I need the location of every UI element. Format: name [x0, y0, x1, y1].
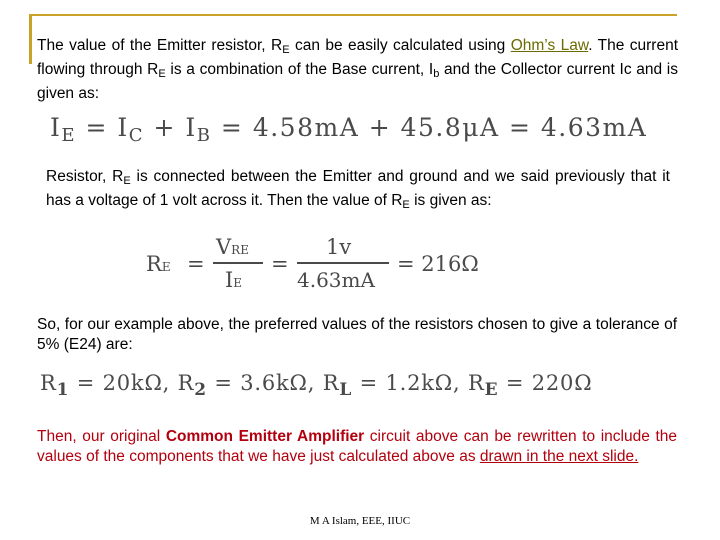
eq-text: R — [146, 252, 162, 276]
eq-text: R — [177, 371, 195, 395]
eq-text: R — [40, 371, 57, 395]
eq-numerator — [216, 235, 249, 259]
text: Resistor, R — [46, 168, 124, 185]
eq-result: = 216Ω — [397, 252, 479, 276]
eq-equals: = — [271, 252, 289, 276]
eq-subscript: RE — [231, 243, 249, 257]
eq-denominator: 4.63mA — [297, 268, 375, 292]
eq-text: = I — [76, 113, 129, 142]
eq-text: = 20kΩ, — [69, 371, 178, 395]
resistor-paragraph — [46, 167, 670, 215]
subscript: E — [158, 68, 166, 80]
subscript: E — [402, 199, 410, 211]
eq-text: = 4.58mA + 45.8μA = 4.63mA — [211, 113, 648, 142]
eq-numerator: 1v — [326, 235, 352, 259]
eq-denominator — [225, 268, 242, 292]
eq-subscript: L — [339, 380, 353, 400]
eq-text: R — [467, 371, 485, 395]
bold-text: Common Emitter Amplifier — [165, 428, 365, 445]
accent-line-horizontal — [29, 14, 677, 16]
next-slide-link[interactable]: drawn in the next slide. — [479, 448, 639, 465]
eq-equals: = — [187, 252, 205, 276]
eq-subscript: E — [233, 276, 243, 290]
fraction-bar — [297, 262, 389, 264]
text: circuit above can be rewritten to include the values of the components that we have just calculated above as — [37, 428, 677, 465]
ohms-law-link[interactable]: Ohm’s Law — [510, 37, 589, 54]
subscript: b — [433, 68, 440, 80]
eq-text: R — [322, 371, 340, 395]
subscript: E — [123, 175, 131, 187]
eq-text: I — [50, 113, 62, 142]
eq-text: I — [225, 268, 234, 292]
fraction-bar — [213, 262, 263, 264]
text: is connected between the Emitter and ground and we said previously that it has a voltage of 1 volt across it. Then the value of R — [46, 168, 670, 209]
eq-subscript: E — [61, 125, 77, 146]
eq-subscript: E — [484, 380, 499, 400]
eq-subscript: 2 — [194, 380, 207, 400]
eq-subscript: B — [196, 125, 212, 146]
preferred-values-paragraph: So, for our example above, the preferred values of the resistors chosen to give a tolerance of 5% (E24) are: — [37, 316, 677, 353]
eq-text: = 220Ω — [498, 371, 593, 395]
text: is given as: — [409, 192, 492, 209]
intro-paragraph — [37, 36, 678, 104]
emitter-current-equation — [50, 113, 647, 146]
accent-line-vertical — [29, 14, 32, 64]
eq-text: V — [216, 235, 232, 259]
footer: M A Islam, EEE, IIUC — [309, 515, 411, 527]
eq-text: = 1.2kΩ, — [352, 371, 468, 395]
conclusion-paragraph — [37, 427, 677, 467]
text: is a combination of the Base current, I — [165, 61, 434, 78]
text: can be easily calculated using — [289, 37, 511, 54]
subscript: E — [282, 44, 290, 56]
eq-lhs — [146, 252, 171, 276]
eq-subscript: E — [161, 260, 171, 274]
text: . The current flowing through R — [37, 37, 679, 78]
eq-subscript: 1 — [56, 380, 70, 400]
text: and the Collector current Ic and is given as: — [37, 61, 678, 102]
text: Then, our original — [37, 428, 166, 445]
text: The value of the Emitter resistor, R — [37, 37, 283, 54]
eq-subscript: C — [128, 125, 145, 146]
eq-text: = 3.6kΩ, — [206, 371, 323, 395]
eq-text: + I — [144, 113, 197, 142]
resistor-values-equation — [40, 371, 592, 400]
